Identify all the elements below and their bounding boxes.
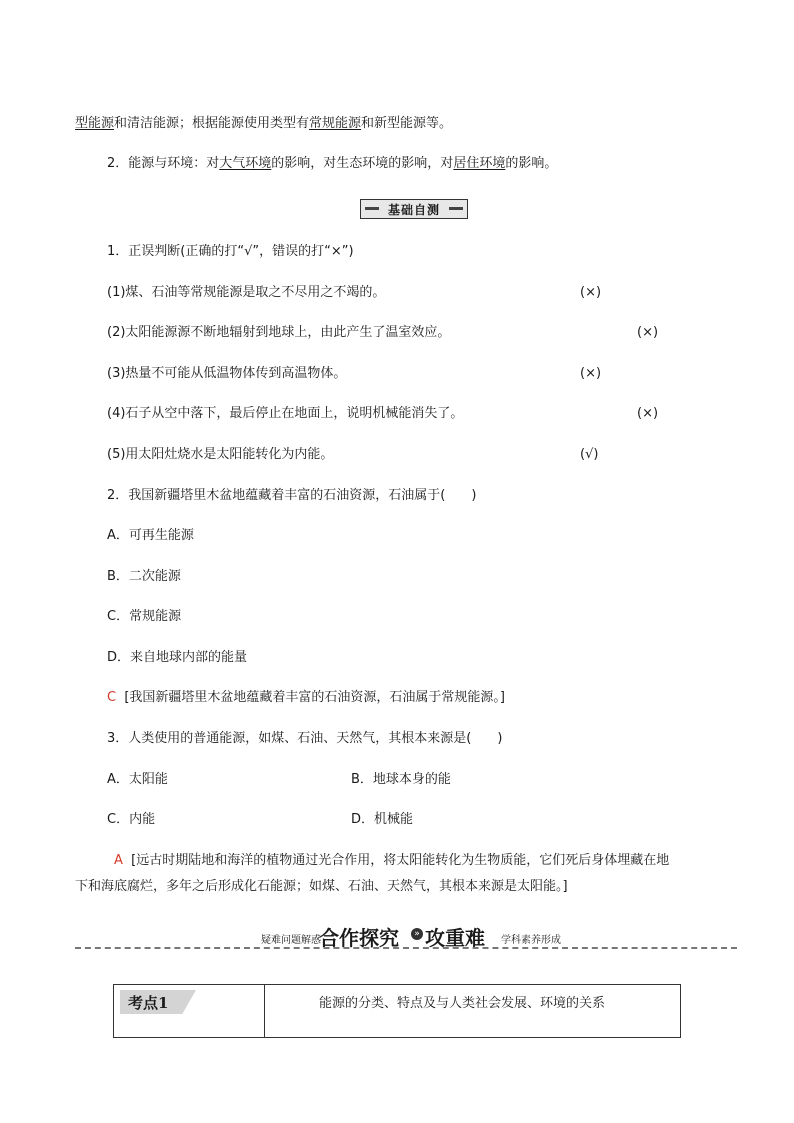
q1-item-2-mark: (×) (637, 325, 659, 340)
text: 2．能源与环境：对 (107, 156, 220, 171)
q1-item-1-mark: (×) (580, 285, 602, 300)
banner-title-1: 合作探究 (319, 926, 399, 950)
q2-option-b: B．二次能源 (107, 569, 181, 584)
intro-line-2 (107, 154, 557, 174)
banner-left-caption: 疑难问题解惑 (261, 935, 321, 946)
section-banner (75, 922, 737, 950)
q1-item-1: (1)煤、石油等常规能源是取之不尽用之不竭的。 (107, 285, 386, 300)
topic-table (113, 984, 681, 1038)
banner-right-caption: 学科素养形成 (501, 935, 561, 946)
underlined-term: 常规能源 (309, 116, 362, 131)
topic-label-cell (114, 985, 265, 1037)
q1-item-5: (5)用太阳灶烧水是太阳能转化为内能。 (107, 447, 334, 462)
q3-answer-line (114, 851, 669, 871)
q1-item-2: (2)太阳能源源不断地辐射到地球上，由此产生了温室效应。 (107, 325, 451, 340)
underlined-term: 型能源 (75, 116, 115, 131)
topic-title: 能源的分类、特点及与人类社会发展、环境的关系 (319, 996, 606, 1011)
q2-option-a: A．可再生能源 (107, 528, 194, 543)
q1-stem: 1．正误判断(正确的打“√”，错误的打“×”) (107, 244, 354, 259)
q2-option-d: D．来自地球内部的能量 (107, 650, 248, 665)
intro-line-1 (75, 114, 452, 134)
q3-option-d: D．机械能 (351, 812, 414, 827)
q1-item-4: (4)石子从空中落下，最后停止在地面上，说明机械能消失了。 (107, 406, 464, 421)
q2-answer-line (107, 688, 505, 708)
text: 的影响，对生态环境的影响，对 (271, 156, 454, 171)
dashed-divider (75, 947, 737, 949)
q1-item-4-mark: (×) (637, 406, 659, 421)
q3-explanation-1: [远古时期陆地和海洋的植物通过光合作用，将太阳能转化为生物质能，它们死后身体埋藏在地 (131, 853, 670, 868)
q3-option-b: B．地球本身的能 (351, 772, 451, 787)
underlined-term: 居住环境 (453, 156, 506, 171)
q1-item-3-mark: (×) (580, 366, 602, 381)
section-title-text: 基础自测 (387, 202, 440, 217)
underlined-term: 大气环境 (219, 156, 272, 171)
q3-explanation-2: 下和海底腐烂，多年之后形成化石能源；如煤、石油、天然气，其根本来源是太阳能。] (75, 879, 568, 894)
q2-explanation: [我国新疆塔里木盆地蕴藏着丰富的石油资源，石油属于常规能源。] (124, 690, 505, 705)
section-title-self-test (360, 199, 468, 219)
q3-answer: A (114, 853, 123, 868)
topic-label: 考点1 (128, 994, 169, 1012)
q2-answer: C (107, 690, 117, 705)
q3-stem: 3．人类使用的普通能源，如煤、石油、天然气，其根本来源是( ) (107, 731, 503, 746)
banner-title-2: 攻重难 (425, 926, 485, 950)
q3-option-c: C．内能 (107, 812, 156, 827)
q2-stem: 2．我国新疆塔里木盆地蕴藏着丰富的石油资源，石油属于( ) (107, 488, 477, 503)
text: 的影响。 (505, 156, 558, 171)
q3-option-a: A．太阳能 (107, 772, 168, 787)
q2-option-c: C．常规能源 (107, 609, 182, 624)
text: 和清洁能源；根据能源使用类型有 (114, 116, 310, 131)
q1-item-3: (3)热量不可能从低温物体传到高温物体。 (107, 366, 347, 381)
text: 和新型能源等。 (361, 116, 453, 131)
arrow-right-icon: » (411, 928, 423, 940)
q1-item-5-mark: (√) (580, 447, 599, 462)
